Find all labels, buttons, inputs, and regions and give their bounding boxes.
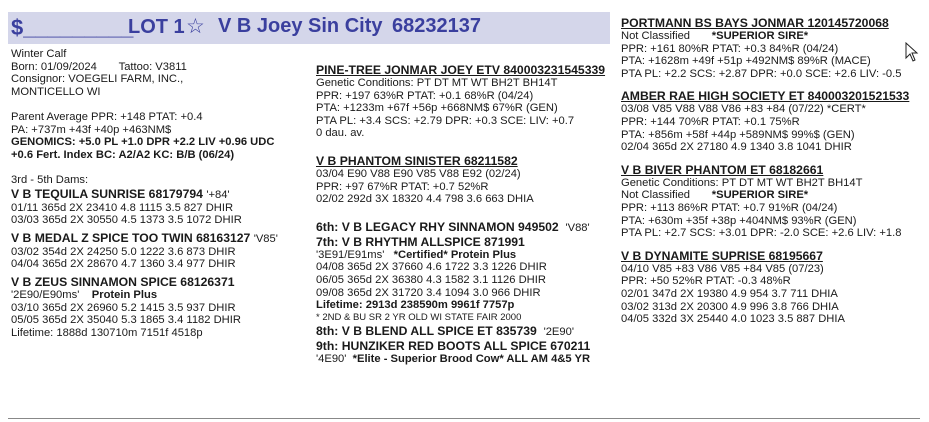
paternal-granddam-name: AMBER RAE HIGH SOCIETY ET 840003201521533 (621, 89, 910, 104)
paternal-granddam-pta: PTA: +856m +58f +44p +589NM$ 99%$ (GEN) (621, 128, 855, 141)
maternal-grandsire-genetic-conditions: Genetic Conditions: PT DT MT WT BH2T BH14T (621, 176, 863, 189)
seventh-dam-name: 7th: V B RHYTHM ALLSPICE 871991 (316, 234, 525, 249)
birth-date: Born: 01/09/2024 (11, 60, 97, 73)
seventh-dam-class: '3E91/E91ms' *Certified* Protein Plus (316, 248, 517, 261)
sire-pta: PTA: +1233m +67f +56p +668NM$ 67%R (GEN) (316, 102, 558, 115)
sixth-dam-name: 6th: V B LEGACY RHY SINNAMON 949502 'V88' (316, 219, 590, 234)
fifth-dam-name: V B ZEUS SINNAMON SPICE 68126371 (11, 274, 235, 289)
dam-name: V B PHANTOM SINISTER 68211582 (316, 153, 518, 168)
lot-number: LOT 1 (128, 16, 185, 38)
maternal-grandsire-pta-pl: PTA PL: +2.7 SCS: +3.01 DPR: -2.0 SCE: +2.6 LIV: +1.8 (621, 227, 902, 240)
left-column (11, 48, 301, 339)
ninth-dam-class: '4E90' *Elite - Superior Brood Cow* ALL AM 4&5 YR (316, 353, 591, 366)
paternal-grandsire-class: Not Classified *SUPERIOR SIRE* (621, 30, 809, 42)
paternal-granddam-class: 03/08 V85 V88 V88 V86 +83 +84 (07/22) *CERT* (621, 103, 866, 116)
sire-ppr: PPR: +197 63%R PTAT: +0.1 68%R (04/24) (316, 89, 534, 102)
third-dam-name: V B TEQUILA SUNRISE 68179794 '+84' (11, 186, 230, 201)
sire-pta-pl: PTA PL: +3.4 SCS: +2.79 DPR: +0.3 SCE: LIV: +0.7 (316, 114, 575, 127)
paternal-grandsire-ppr: PPR: +161 80%R PTAT: +0.3 84%R (04/24) (621, 42, 839, 55)
registration-number: 68232137 (392, 15, 481, 37)
paternal-grandsire-name: PORTMANN BS BAYS JONMAR 120145720068 (621, 16, 889, 30)
dam-ppr: PPR: +97 67%R PTAT: +0.7 52%R (316, 180, 489, 193)
right-column (621, 16, 921, 326)
fourth-dam-record: 04/04 365d 2X 28670 4.7 1360 3.4 977 DHIR (11, 258, 236, 271)
seventh-dam-record: 06/05 365d 2X 36380 4.3 1582 3.1 1126 DHIR (316, 273, 546, 286)
maternal-grandsire-name: V B BIVER PHANTOM ET 68182661 (621, 162, 824, 177)
maternal-granddam-record: 04/05 332d 3X 25440 4.0 1023 3.5 887 DHIA (621, 313, 845, 326)
calf-class: Winter Calf (11, 48, 67, 60)
parent-average-pa: PA: +737m +43f +40p +463NM$ (11, 123, 172, 136)
consignor-location: MONTICELLO WI (11, 85, 101, 98)
fifth-dam-record: 03/10 365d 2X 26960 5.2 1415 3.5 937 DHIR (11, 301, 236, 314)
fifth-dam-record: 05/05 365d 2X 35040 5.3 1865 3.4 1182 DHIR (11, 314, 241, 327)
genomics-line-2: +0.6 Fert. Index BC: A2/A2 KC: B/B (06/24) (11, 148, 235, 161)
maternal-granddam-record: 02/01 347d 2X 19380 4.9 954 3.7 711 DHIA (621, 287, 838, 300)
sire-daughters: 0 dau. av. (316, 127, 365, 140)
fourth-dam-name: V B MEDAL Z SPICE TOO TWIN 68163127 'V85' (11, 230, 278, 245)
sire-name: PINE-TREE JONMAR JOEY ETV 840003231545339 (316, 63, 606, 77)
seventh-dam-lifetime: Lifetime: 2913d 238590m 9961f 7757p (316, 299, 515, 312)
paternal-grandsire-pta: PTA: +1628m +49f +51p +492NM$ 89%R (MACE) (621, 55, 871, 68)
maternal-grandsire-ppr: PPR: +113 86%R PTAT: +0.7 91%R (04/24) (621, 201, 838, 214)
paternal-granddam-ppr: PPR: +144 70%R PTAT: +0.1 75%R (621, 115, 800, 128)
price-field[interactable]: $_________ (11, 15, 134, 40)
tattoo: Tattoo: V3811 (118, 60, 187, 73)
star-icon: ☆ (186, 15, 205, 38)
maternal-granddam-record: 03/02 313d 2X 20300 4.9 996 3.8 766 DHIA (621, 300, 839, 313)
birth-line (11, 61, 301, 74)
mouse-cursor-icon (905, 42, 919, 62)
sire-genetic-conditions: Genetic Conditions: PT DT MT WT BH2T BH14T (316, 77, 558, 89)
third-dam-record: 01/11 365d 2X 23410 4.8 1115 3.5 827 DHIR (11, 201, 234, 214)
parent-average: Parent Average PPR: +148 PTAT: +0.4 (11, 110, 203, 123)
maternal-granddam-name: V B DYNAMITE SUPRISE 68195667 (621, 248, 823, 263)
seventh-dam-record: 09/08 365d 2X 31720 3.4 1094 3.0 966 DHIR (316, 286, 541, 299)
maternal-grandsire-pta: PTA: +630m +35f +38p +404NM$ 93%R (GEN) (621, 214, 857, 227)
dam-record: 02/02 292d 3X 18320 4.4 798 3.6 663 DHIA (316, 193, 534, 206)
third-dam-record: 03/03 365d 2X 30550 4.5 1373 3.5 1072 DHIR (11, 214, 242, 227)
fourth-dam-record: 03/02 354d 2X 24250 5.0 1222 3.6 873 DHIR (11, 245, 236, 258)
bottom-divider (8, 418, 920, 419)
eighth-dam-name: 8th: V B BLEND ALL SPICE ET 835739 '2E90' (316, 324, 574, 339)
dam-classification: 03/04 E90 V88 E90 V85 V88 E92 (02/24) (316, 167, 521, 180)
middle-column (316, 63, 612, 366)
seventh-dam-show: * 2ND & BU SR 2 YR OLD WI STATE FAIR 2000 (316, 311, 522, 323)
ninth-dam-name: 9th: HUNZIKER RED BOOTS ALL SPICE 670211 (316, 339, 591, 354)
paternal-granddam-record: 02/04 365d 2X 27180 4.9 1340 3.8 1041 DHIR (621, 141, 852, 154)
consignor: Consignor: VOEGELI FARM, INC., (11, 73, 184, 86)
genomics-line-1: GENOMICS: +5.0 PL +1.0 DPR +2.2 LIV +0.96 UDC (11, 136, 275, 149)
paternal-grandsire-pta-pl: PTA PL: +2.2 SCS: +2.87 DPR: +0.0 SCE: +2.6 LIV: -0.5 (621, 67, 902, 80)
maternal-granddam-ppr: PPR: +50 52%R PTAT: -0.3 48%R (621, 275, 791, 288)
animal-name: V B Joey Sin City (218, 15, 383, 37)
dams-title: 3rd - 5th Dams: (11, 173, 89, 186)
maternal-grandsire-class: Not Classified *SUPERIOR SIRE* (621, 189, 809, 202)
fifth-dam-class: '2E90/E90ms' Protein Plus (11, 288, 158, 301)
seventh-dam-record: 04/08 365d 2X 37660 4.6 1722 3.3 1226 DHIR (316, 261, 547, 274)
maternal-granddam-class: 04/10 V85 +83 V86 V85 +84 V85 (07/23) (621, 262, 824, 275)
fifth-dam-lifetime: Lifetime: 1888d 130710m 7151f 4518p (11, 326, 203, 339)
